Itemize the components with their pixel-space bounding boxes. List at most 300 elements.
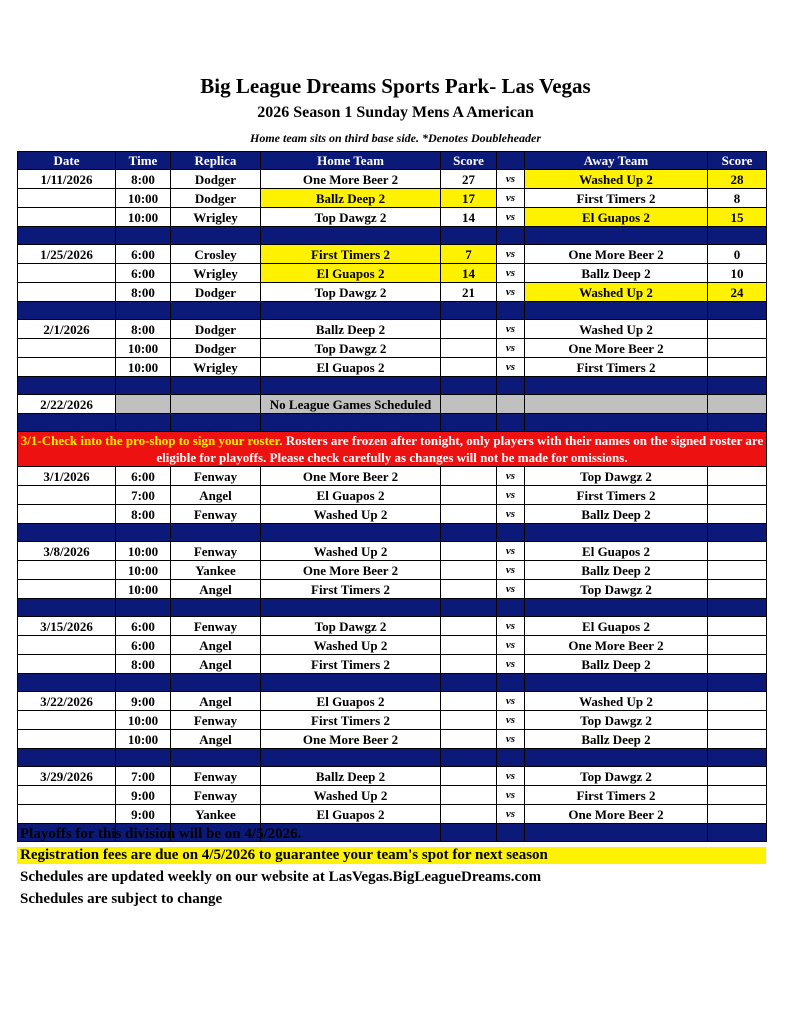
game-row — [18, 805, 767, 824]
home-score — [441, 655, 497, 674]
header-home-team: Home Team — [261, 152, 441, 170]
away-team: Ballz Deep 2 — [525, 264, 708, 283]
game-time: 7:00 — [116, 767, 171, 786]
separator-cell — [171, 302, 261, 320]
game-time: 6:00 — [116, 467, 171, 486]
vs-label: vs — [497, 189, 525, 208]
vs-label: vs — [497, 692, 525, 711]
separator-cell — [525, 599, 708, 617]
home-team: First Timers 2 — [261, 655, 441, 674]
separator-cell — [708, 227, 767, 245]
separator-cell — [708, 599, 767, 617]
away-team: Top Dawgz 2 — [525, 467, 708, 486]
separator-cell — [497, 524, 525, 542]
game-row — [18, 339, 767, 358]
game-date: 1/25/2026 — [18, 245, 116, 264]
away-team: Top Dawgz 2 — [525, 580, 708, 599]
game-replica-field: Fenway — [171, 786, 261, 805]
schedule-table — [17, 151, 767, 842]
game-replica-field: Dodger — [171, 189, 261, 208]
away-score — [708, 805, 767, 824]
away-team: Washed Up 2 — [525, 692, 708, 711]
vs-label: vs — [497, 208, 525, 227]
away-team: Ballz Deep 2 — [525, 655, 708, 674]
game-time: 8:00 — [116, 170, 171, 189]
away-score — [708, 467, 767, 486]
header-time: Time — [116, 152, 171, 170]
game-time: 10:00 — [116, 208, 171, 227]
home-score — [441, 617, 497, 636]
week-separator-row — [18, 302, 767, 320]
game-row — [18, 170, 767, 189]
separator-cell — [497, 749, 525, 767]
game-row — [18, 692, 767, 711]
separator-cell — [171, 749, 261, 767]
game-replica-field: Dodger — [171, 170, 261, 189]
away-team: One More Beer 2 — [525, 245, 708, 264]
game-time: 10:00 — [116, 730, 171, 749]
separator-cell — [18, 674, 116, 692]
week-separator-row — [18, 414, 767, 432]
away-score — [708, 730, 767, 749]
away-score — [708, 655, 767, 674]
separator-cell — [708, 824, 767, 842]
separator-cell — [18, 599, 116, 617]
no-games-row — [18, 395, 767, 414]
separator-cell — [171, 599, 261, 617]
home-score: 21 — [441, 283, 497, 302]
home-team: One More Beer 2 — [261, 467, 441, 486]
home-score — [441, 542, 497, 561]
away-score: 0 — [708, 245, 767, 264]
game-replica-field: Wrigley — [171, 358, 261, 377]
empty-cell — [18, 505, 116, 524]
separator-cell — [261, 524, 441, 542]
vs-label: vs — [497, 636, 525, 655]
home-team: First Timers 2 — [261, 245, 441, 264]
separator-cell — [116, 302, 171, 320]
separator-cell — [261, 227, 441, 245]
week-separator-row — [18, 674, 767, 692]
header-date: Date — [18, 152, 116, 170]
home-team: One More Beer 2 — [261, 170, 441, 189]
separator-cell — [116, 414, 171, 432]
game-time: 6:00 — [116, 636, 171, 655]
roster-alert-lead: 3/1-Check into the pro-shop to sign your roster. — [20, 433, 283, 448]
game-replica-field: Yankee — [171, 561, 261, 580]
away-team: El Guapos 2 — [525, 617, 708, 636]
home-score — [441, 467, 497, 486]
separator-cell — [708, 749, 767, 767]
home-team: El Guapos 2 — [261, 486, 441, 505]
game-time: 8:00 — [116, 655, 171, 674]
game-time: 9:00 — [116, 805, 171, 824]
header-away-score: Score — [708, 152, 767, 170]
away-score: 28 — [708, 170, 767, 189]
away-team: First Timers 2 — [525, 486, 708, 505]
home-team: El Guapos 2 — [261, 358, 441, 377]
game-time: 10:00 — [116, 580, 171, 599]
empty-cell — [18, 264, 116, 283]
game-row — [18, 486, 767, 505]
separator-cell — [18, 302, 116, 320]
empty-cell — [497, 395, 525, 414]
game-row — [18, 580, 767, 599]
separator-cell — [497, 227, 525, 245]
game-time: 10:00 — [116, 561, 171, 580]
away-score — [708, 320, 767, 339]
vs-label: vs — [497, 505, 525, 524]
game-replica-field: Fenway — [171, 542, 261, 561]
away-score — [708, 561, 767, 580]
home-team: Ballz Deep 2 — [261, 767, 441, 786]
vs-label: vs — [497, 358, 525, 377]
header-away-team: Away Team — [525, 152, 708, 170]
home-score: 27 — [441, 170, 497, 189]
separator-cell — [116, 377, 171, 395]
separator-cell — [116, 749, 171, 767]
separator-cell — [441, 599, 497, 617]
game-replica-field: Angel — [171, 486, 261, 505]
separator-cell — [116, 227, 171, 245]
home-score — [441, 505, 497, 524]
page-subtitle: 2026 Season 1 Sunday Mens A American — [257, 104, 534, 121]
game-row — [18, 617, 767, 636]
game-time: 10:00 — [116, 358, 171, 377]
game-replica-field: Fenway — [171, 505, 261, 524]
vs-label: vs — [497, 805, 525, 824]
separator-cell — [116, 524, 171, 542]
roster-alert — [18, 432, 767, 467]
game-row — [18, 208, 767, 227]
separator-cell — [497, 824, 525, 842]
separator-cell — [261, 749, 441, 767]
empty-cell — [18, 805, 116, 824]
home-score — [441, 692, 497, 711]
home-score — [441, 339, 497, 358]
game-row — [18, 786, 767, 805]
separator-cell — [171, 524, 261, 542]
vs-label: vs — [497, 245, 525, 264]
header-home-score: Score — [441, 152, 497, 170]
separator-cell — [18, 414, 116, 432]
away-score — [708, 617, 767, 636]
separator-cell — [525, 524, 708, 542]
footer-registration: Registration fees are due on 4/5/2026 to guarantee your team's spot for next season — [17, 847, 766, 864]
vs-label: vs — [497, 580, 525, 599]
separator-cell — [525, 227, 708, 245]
separator-cell — [441, 227, 497, 245]
empty-cell — [171, 395, 261, 414]
separator-cell — [261, 599, 441, 617]
empty-cell — [18, 358, 116, 377]
separator-cell — [497, 674, 525, 692]
home-team: El Guapos 2 — [261, 805, 441, 824]
game-row — [18, 767, 767, 786]
away-score: 24 — [708, 283, 767, 302]
home-team: Top Dawgz 2 — [261, 208, 441, 227]
separator-cell — [441, 824, 497, 842]
vs-label: vs — [497, 730, 525, 749]
separator-cell — [525, 674, 708, 692]
separator-cell — [171, 414, 261, 432]
away-team: Ballz Deep 2 — [525, 730, 708, 749]
separator-cell — [171, 377, 261, 395]
game-replica-field: Fenway — [171, 617, 261, 636]
game-date: 1/11/2026 — [18, 170, 116, 189]
away-team: One More Beer 2 — [525, 339, 708, 358]
game-time: 10:00 — [116, 189, 171, 208]
week-separator-row — [18, 599, 767, 617]
game-time: 6:00 — [116, 245, 171, 264]
home-score — [441, 711, 497, 730]
game-row — [18, 245, 767, 264]
page-note: Home team sits on third base side. *Denotes Doubleheader — [250, 131, 541, 145]
home-score — [441, 486, 497, 505]
separator-cell — [497, 302, 525, 320]
empty-cell — [18, 561, 116, 580]
home-score: 14 — [441, 208, 497, 227]
vs-label: vs — [497, 486, 525, 505]
home-score — [441, 786, 497, 805]
home-team: Washed Up 2 — [261, 636, 441, 655]
away-team: Top Dawgz 2 — [525, 711, 708, 730]
separator-cell — [525, 414, 708, 432]
empty-cell — [18, 730, 116, 749]
empty-cell — [18, 786, 116, 805]
table-header-row — [18, 152, 767, 170]
empty-cell — [18, 636, 116, 655]
away-score — [708, 786, 767, 805]
home-team: El Guapos 2 — [261, 264, 441, 283]
away-score: 10 — [708, 264, 767, 283]
separator-cell — [497, 414, 525, 432]
away-score — [708, 339, 767, 358]
empty-cell — [18, 189, 116, 208]
separator-cell — [525, 749, 708, 767]
away-team: One More Beer 2 — [525, 805, 708, 824]
separator-cell — [708, 414, 767, 432]
game-replica-field: Dodger — [171, 320, 261, 339]
separator-cell — [116, 599, 171, 617]
away-score: 15 — [708, 208, 767, 227]
game-date: 3/22/2026 — [18, 692, 116, 711]
game-row — [18, 264, 767, 283]
game-replica-field: Dodger — [171, 339, 261, 358]
game-row — [18, 636, 767, 655]
home-score: 7 — [441, 245, 497, 264]
game-replica-field: Crosley — [171, 245, 261, 264]
home-team: Ballz Deep 2 — [261, 320, 441, 339]
separator-cell — [18, 377, 116, 395]
away-score — [708, 692, 767, 711]
game-date: 2/22/2026 — [18, 395, 116, 414]
week-separator-row — [18, 377, 767, 395]
roster-alert-text: Rosters are frozen after tonight, only players with their names on the signed roster are eligible for playoffs. Please check carefully as changes will not be made for omissions. — [156, 433, 764, 465]
game-row — [18, 189, 767, 208]
game-date: 3/29/2026 — [18, 767, 116, 786]
header-vs — [497, 152, 525, 170]
home-score — [441, 580, 497, 599]
separator-cell — [525, 377, 708, 395]
game-row — [18, 561, 767, 580]
vs-label: vs — [497, 339, 525, 358]
away-score — [708, 767, 767, 786]
vs-label: vs — [497, 542, 525, 561]
home-score: 17 — [441, 189, 497, 208]
vs-label: vs — [497, 711, 525, 730]
week-separator-row — [18, 227, 767, 245]
game-replica-field: Fenway — [171, 767, 261, 786]
footer-change: Schedules are subject to change — [20, 891, 223, 907]
separator-cell — [441, 524, 497, 542]
vs-label: vs — [497, 170, 525, 189]
away-score — [708, 358, 767, 377]
away-score — [708, 636, 767, 655]
home-team: Top Dawgz 2 — [261, 339, 441, 358]
empty-cell — [18, 486, 116, 505]
home-team: Ballz Deep 2 — [261, 189, 441, 208]
home-team: First Timers 2 — [261, 711, 441, 730]
game-date: 3/15/2026 — [18, 617, 116, 636]
week-separator-row — [18, 524, 767, 542]
game-time: 8:00 — [116, 283, 171, 302]
home-score: 14 — [441, 264, 497, 283]
home-score — [441, 767, 497, 786]
away-team: Ballz Deep 2 — [525, 505, 708, 524]
away-team: El Guapos 2 — [525, 208, 708, 227]
game-row — [18, 283, 767, 302]
vs-label: vs — [497, 617, 525, 636]
game-time: 10:00 — [116, 542, 171, 561]
away-team: Washed Up 2 — [525, 170, 708, 189]
separator-cell — [708, 674, 767, 692]
separator-cell — [261, 302, 441, 320]
game-row — [18, 542, 767, 561]
vs-label: vs — [497, 320, 525, 339]
separator-cell — [18, 524, 116, 542]
game-time: 6:00 — [116, 264, 171, 283]
away-team: One More Beer 2 — [525, 636, 708, 655]
vs-label: vs — [497, 264, 525, 283]
game-time: 9:00 — [116, 692, 171, 711]
footer-playoffs: Playoffs for this division will be on 4/5/2026. — [20, 826, 302, 842]
separator-cell — [525, 302, 708, 320]
game-row — [18, 711, 767, 730]
separator-cell — [525, 824, 708, 842]
away-team: First Timers 2 — [525, 358, 708, 377]
separator-cell — [171, 227, 261, 245]
game-time: 7:00 — [116, 486, 171, 505]
game-replica-field: Angel — [171, 692, 261, 711]
separator-cell — [708, 302, 767, 320]
game-row — [18, 730, 767, 749]
no-games-notice: No League Games Scheduled — [261, 395, 441, 414]
separator-cell — [441, 749, 497, 767]
game-time: 10:00 — [116, 339, 171, 358]
separator-cell — [708, 524, 767, 542]
home-score — [441, 358, 497, 377]
schedule-body — [18, 170, 767, 842]
game-time: 8:00 — [116, 505, 171, 524]
away-score — [708, 505, 767, 524]
game-replica-field: Angel — [171, 636, 261, 655]
game-time: 10:00 — [116, 711, 171, 730]
away-score — [708, 711, 767, 730]
home-team: One More Beer 2 — [261, 561, 441, 580]
home-score — [441, 730, 497, 749]
empty-cell — [18, 580, 116, 599]
away-team: First Timers 2 — [525, 189, 708, 208]
away-team: Washed Up 2 — [525, 320, 708, 339]
game-time: 9:00 — [116, 786, 171, 805]
empty-cell — [116, 395, 171, 414]
home-score — [441, 636, 497, 655]
empty-cell — [18, 711, 116, 730]
page-title: Big League Dreams Sports Park- Las Vegas — [200, 74, 591, 98]
home-team: First Timers 2 — [261, 580, 441, 599]
game-replica-field: Dodger — [171, 283, 261, 302]
header-replica: Replica — [171, 152, 261, 170]
home-score — [441, 320, 497, 339]
vs-label: vs — [497, 786, 525, 805]
separator-cell — [171, 674, 261, 692]
home-team: Top Dawgz 2 — [261, 617, 441, 636]
game-replica-field: Angel — [171, 655, 261, 674]
away-score — [708, 486, 767, 505]
game-time: 6:00 — [116, 617, 171, 636]
footer-website: Schedules are updated weekly on our website at LasVegas.BigLeagueDreams.com — [20, 869, 542, 885]
game-replica-field: Angel — [171, 730, 261, 749]
game-row — [18, 320, 767, 339]
away-team: Ballz Deep 2 — [525, 561, 708, 580]
home-team: Washed Up 2 — [261, 505, 441, 524]
separator-cell — [261, 377, 441, 395]
game-replica-field: Fenway — [171, 467, 261, 486]
home-score — [441, 805, 497, 824]
empty-cell — [18, 339, 116, 358]
separator-cell — [441, 414, 497, 432]
game-row — [18, 655, 767, 674]
away-score — [708, 580, 767, 599]
week-separator-row — [18, 749, 767, 767]
vs-label: vs — [497, 767, 525, 786]
empty-cell — [441, 395, 497, 414]
empty-cell — [18, 283, 116, 302]
game-replica-field: Angel — [171, 580, 261, 599]
separator-cell — [261, 674, 441, 692]
game-date: 2/1/2026 — [18, 320, 116, 339]
game-replica-field: Fenway — [171, 711, 261, 730]
separator-cell — [441, 377, 497, 395]
away-team: Washed Up 2 — [525, 283, 708, 302]
game-replica-field: Wrigley — [171, 264, 261, 283]
separator-cell — [18, 749, 116, 767]
game-time: 8:00 — [116, 320, 171, 339]
separator-cell — [497, 599, 525, 617]
vs-label: vs — [497, 283, 525, 302]
home-score — [441, 561, 497, 580]
home-team: El Guapos 2 — [261, 692, 441, 711]
empty-cell — [18, 655, 116, 674]
game-date: 3/1/2026 — [18, 467, 116, 486]
game-row — [18, 467, 767, 486]
away-team: Top Dawgz 2 — [525, 767, 708, 786]
roster-alert-row — [18, 432, 767, 467]
home-team: Top Dawgz 2 — [261, 283, 441, 302]
game-replica-field: Yankee — [171, 805, 261, 824]
home-team: Washed Up 2 — [261, 786, 441, 805]
